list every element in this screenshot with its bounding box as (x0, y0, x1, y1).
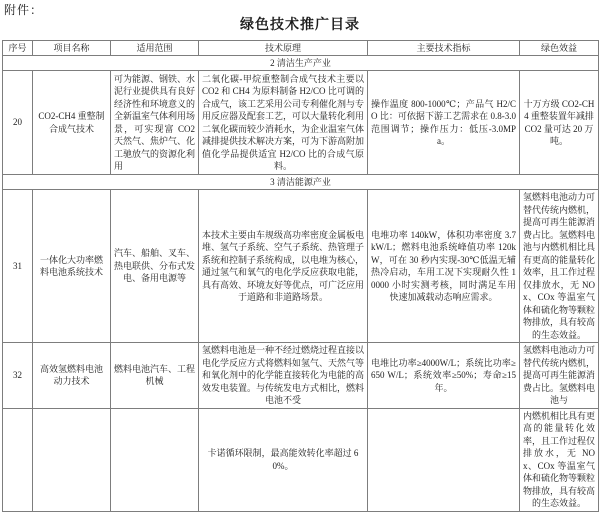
cell-row32-principle: 氢燃料电池是一种不经过燃烧过程直接以电化学反应方式将燃料如氢气、天然气等和氧化剂中的化学能直接转化为电能的高效发电装置。与传统发电方式相比，燃料电池不受 (199, 343, 368, 409)
cell-row31-scope: 汽车、船舶、叉车、热电联供、分布式发电、备用电源等 (111, 190, 199, 343)
table-row-32 (3, 343, 599, 409)
cell-row31-name: 一体化大功率燃料电池系统技术 (33, 190, 111, 343)
cell-row32-indicators: 电堆比功率≥4000W/L；系统比功率≥650 W/L；系统效率≥50%；寿命≥15 年。 (368, 343, 520, 409)
header-benefit: 绿色效益 (520, 41, 599, 56)
section-label: 3 清洁能源产业 (3, 175, 599, 190)
header-indicators: 主要技术指标 (368, 41, 520, 56)
cell-row31-principle: 本技术主要由车规级高功率密度金属板电堆、氢气子系统、空气子系统、热管理子系统和控制子系统构成，以电堆为核心，通过氢气和氧气的电化学反应获取电能，具有高效、环境友好等优点，可广泛应用于道路和非道路场景。 (199, 190, 368, 343)
section-row-clean-energy (3, 175, 599, 190)
cell-row32-benefit: 氢燃料电池动力可替代传统内燃机，提高可再生能源消费占比。氢燃料电池与 (520, 343, 599, 409)
table-row-20 (3, 71, 599, 175)
cell-row31-benefit: 氢燃料电池动力可替代传统内燃机，提高可再生能源消费占比。氢燃料电池与内燃机相比具有更高的能量转化效率，且工作过程仅排放水，无 NOx、COx 等温室气体和硫化物等颗粒物排放，具有较高的生态效益。 (520, 190, 599, 343)
green-tech-catalog-table (2, 40, 599, 512)
cell-row32cont-principle: 卡诺循环限制，最高能效转化率超过 60%。 (199, 408, 368, 511)
cell-row32-name: 高效氢燃料电池动力技术 (33, 343, 111, 409)
cell-row32cont-name (33, 408, 111, 511)
cell-row32-serial: 32 (3, 343, 33, 409)
attachment-label: 附件： (4, 3, 44, 17)
cell-row32cont-serial (3, 408, 33, 511)
header-serial: 序号 (3, 41, 33, 56)
header-principle: 技术原理 (199, 41, 368, 56)
cell-row32cont-benefit: 内燃机相比具有更高的能量转化效率，且工作过程仅排放水，无 NOx、COx 等温室气体和硫化物等颗粒物排放，具有较高的生态效益。 (520, 408, 599, 511)
cell-row32cont-indicators (368, 408, 520, 511)
header-project-name: 项目名称 (33, 41, 111, 56)
header-scope: 适用范围 (111, 41, 199, 56)
table-row-32-continued (3, 408, 599, 511)
section-row-clean-production (3, 56, 599, 71)
section-label: 2 清洁生产产业 (3, 56, 599, 71)
cell-row20-serial: 20 (3, 71, 33, 175)
cell-row32cont-scope (111, 408, 199, 511)
cell-row32-scope: 燃料电池汽车、工程机械 (111, 343, 199, 409)
cell-row20-scope: 可为能源、钢铁、水泥行业提供具有良好经济性和环境意义的全新温室气体利用场景，可实现富 CO2 天然气、焦炉气、化工驰放气的资源化利用 (111, 71, 199, 175)
cell-row20-name: CO2-CH4 重整制合成气技术 (33, 71, 111, 175)
cell-row31-indicators: 电堆功率 140kW，体积功率密度 3.7kW/L；燃料电池系统峰值功率 120kW，可在 30 秒内实现-30℃低温无辅热冷启动，车用工况下实现耐久性 10000 小时实测考核，同时满足车用快速加减载动态响应需求。 (368, 190, 520, 343)
page-title: 绿色技术推广目录 (240, 18, 360, 33)
cell-row20-benefit: 十万方级 CO2-CH4 重整装置年减排 CO2 量可达 20 万吨。 (520, 71, 599, 175)
table-row-31 (3, 190, 599, 343)
cell-row31-serial: 31 (3, 190, 33, 343)
table-header-row (3, 41, 599, 56)
cell-row20-principle: 二氧化碳-甲烷重整制合成气技术主要以 CO2 和 CH4 为原料制备 H2/CO 比可调的合成气，该工艺采用公司专利催化剂与专用反应器及配套工艺，可以大量转化利用二氧化碳而较少消耗水，为企业温室气体减排提供技术解决方案，可为下游高附加值化学品提供适宜 H2/CO 比的合成气原料。 (199, 71, 368, 175)
cell-row20-indicators: 操作温度 800-1000℃；产品气 H2/CO 比：可依据下游工艺需求在 0.8-3.0 范围调节；操作压力：低压-3.0MPa。 (368, 71, 520, 175)
